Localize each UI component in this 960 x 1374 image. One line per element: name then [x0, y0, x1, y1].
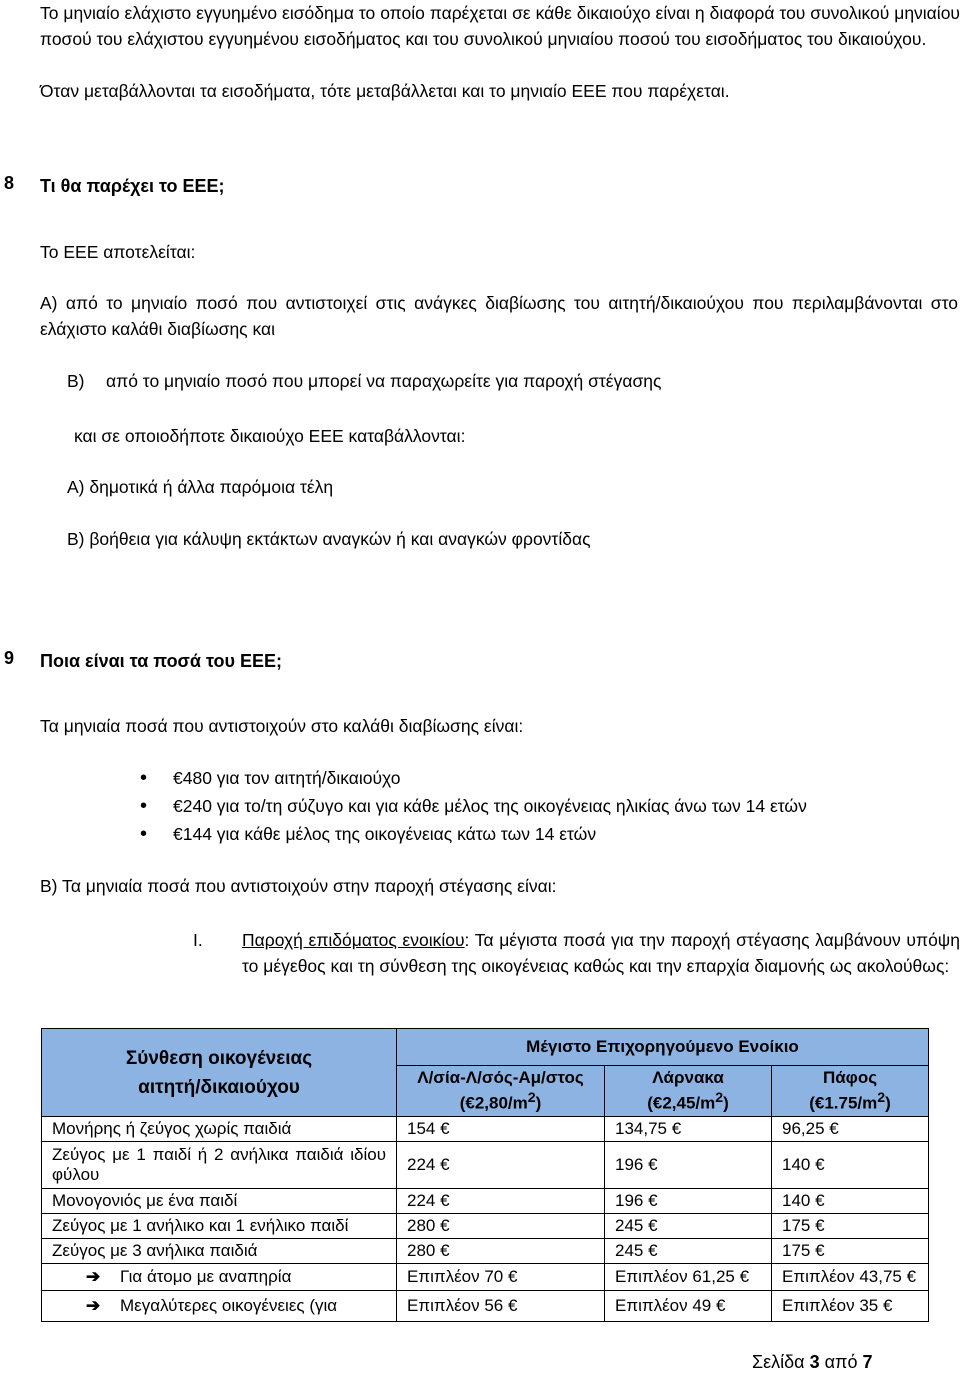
of-word: από	[824, 1352, 858, 1372]
rate-close: )	[885, 1093, 891, 1113]
list-item: • €240 για το/τη σύζυγο και για κάθε μέλος της οικογένειας ηλικίας άνω των 14 ετών	[140, 792, 807, 820]
table-row	[42, 1189, 929, 1214]
cell-value: 154 €	[397, 1117, 605, 1142]
row-label: Ζεύγος με 1 ανήλικο και 1 ενήλικο παιδί	[42, 1214, 397, 1239]
cell-value: Επιπλέον 56 €	[397, 1291, 605, 1322]
housing-lead: Β) Τα μηνιαία ποσά που αντιστοιχούν στην παροχή στέγασης είναι:	[40, 876, 557, 896]
row-label: ➔ Για άτομο με αναπηρία	[42, 1264, 397, 1291]
col-rate: (€1.75/m	[809, 1093, 878, 1113]
sup: 2	[527, 1090, 536, 1107]
intro-paragraph: Το μηνιαίο ελάχιστο εγγυημένο εισόδημα το οποίο παρέχεται σε κάθε δικαιούχο είναι η διαφορά του συνολικού μηνιαίου ποσού του ελάχιστου εγγυημένου εισοδήματος και του συνολικού μηνιαίου ποσού του εισοδήματος του δικαιούχου.	[40, 3, 960, 49]
paid-item-a: Α) δημοτικά ή άλλα παρόμοια τέλη	[67, 477, 334, 497]
rent-table	[41, 1028, 929, 1322]
header-line: Σύνθεση οικογένειας	[125, 1047, 313, 1069]
table-row	[42, 1142, 929, 1189]
cell-value: 96,25 €	[772, 1117, 929, 1142]
cell-value: 175 €	[772, 1239, 929, 1264]
sup: 2	[715, 1090, 724, 1107]
table-row	[42, 1117, 929, 1142]
col-name: Λάρνακα	[652, 1068, 724, 1088]
list-item: • €144 για κάθε μέλος της οικογένειας κάτω των 14 ετών	[140, 820, 807, 848]
roman-numeral: I.	[193, 930, 203, 950]
row-label: ➔ Μεγαλύτερες οικογένειες (για	[42, 1291, 397, 1322]
cell-value: 245 €	[605, 1239, 772, 1264]
cell-value: 224 €	[397, 1142, 605, 1189]
cell-value: 140 €	[772, 1142, 929, 1189]
table-row	[42, 1264, 929, 1291]
page-number	[752, 1352, 873, 1373]
cell-value: Επιπλέον 70 €	[397, 1264, 605, 1291]
page-word: Σελίδα	[752, 1352, 805, 1372]
section-item-b-marker: Β)	[67, 371, 85, 391]
row-label: Μονήρης ή ζεύγος χωρίς παιδιά	[42, 1117, 397, 1142]
section-title: Τι θα παρέχει το ΕΕΕ;	[40, 176, 225, 196]
section-title: Ποια είναι τα ποσά του ΕΕΕ;	[40, 651, 282, 671]
section-item-b: από το μηνιαίο ποσό που μπορεί να παραχωρείτε για παροχή στέγασης	[106, 371, 662, 391]
row-label: Ζεύγος με 1 παιδί ή 2 ανήλικα παιδιά ιδίου φύλου	[42, 1142, 397, 1189]
row-label: Μονογονιός με ένα παιδί	[42, 1189, 397, 1214]
total-pages: 7	[862, 1352, 873, 1372]
row-label: Ζεύγος με 3 ανήλικα παιδιά	[42, 1239, 397, 1264]
list-item: • €480 για τον αιτητή/δικαιούχο	[140, 764, 807, 792]
rate-close: )	[535, 1093, 542, 1113]
cell-value: 196 €	[605, 1142, 772, 1189]
table-header-col	[605, 1066, 772, 1117]
cell-value: 175 €	[772, 1214, 929, 1239]
section-item-a: Α) από το μηνιαίο ποσό που αντιστοιχεί στις ανάγκες διαβίωσης του αιτητή/δικαιούχου που περιλαμβάνονται στο ελάχιστο καλάθι διαβίωσης και	[40, 293, 958, 339]
current-page: 3	[809, 1352, 820, 1372]
cell-value: 224 €	[397, 1189, 605, 1214]
cell-value: Επιπλέον 35 €	[772, 1291, 929, 1322]
col-rate: (€2,45/m	[647, 1093, 716, 1113]
cell-value: 196 €	[605, 1189, 772, 1214]
col-name: Πάφος	[822, 1068, 878, 1088]
col-name: Λ/σία-Λ/σός-Αμ/στος	[417, 1068, 584, 1088]
cell-value: Επιπλέον 61,25 €	[605, 1264, 772, 1291]
paid-item-b: Β) βοήθεια για κάλυψη εκτάκτων αναγκών ή και αναγκών φροντίδας	[67, 529, 591, 549]
table-row	[42, 1239, 929, 1264]
table-header-composition	[42, 1029, 397, 1117]
cell-value: Επιπλέον 43,75 €	[772, 1264, 929, 1291]
cell-value: 280 €	[397, 1214, 605, 1239]
sup: 2	[877, 1090, 886, 1107]
header-line: αιτητή/δικαιούχου	[138, 1076, 300, 1098]
cell-value: Επιπλέον 49 €	[605, 1291, 772, 1322]
table-header-col	[397, 1066, 605, 1117]
intro-paragraph-2: Όταν μεταβάλλονται τα εισοδήματα, τότε μεταβάλλεται και το μηνιαίο ΕΕΕ που παρέχεται.	[40, 81, 730, 101]
table-row	[42, 1214, 929, 1239]
section-lead: Τα μηνιαία ποσά που αντιστοιχούν στο καλάθι διαβίωσης είναι:	[40, 716, 524, 736]
arrow-icon: ➔	[86, 1267, 101, 1286]
section-number: 9	[4, 648, 15, 668]
rent-text: : Τα μέγιστα ποσά για την παροχή στέγασης λαμβάνουν υπόψη το μέγεθος και τη σύνθεση της οικογένειας καθώς και την επαρχία διαμονής ως ακολούθως:	[242, 930, 960, 976]
paid-lead: και σε οποιοδήποτε δικαιούχο ΕΕΕ καταβάλλονται:	[74, 426, 466, 446]
rent-link[interactable]: Παροχή επιδόματος ενοικίου	[242, 930, 465, 950]
table-row	[42, 1291, 929, 1322]
rent-paragraph	[242, 927, 960, 979]
amount-list	[140, 764, 807, 848]
cell-value: 280 €	[397, 1239, 605, 1264]
section-lead: Το ΕΕΕ αποτελείται:	[40, 242, 196, 262]
table-header-col	[772, 1066, 929, 1117]
col-rate: (€2,80/m	[459, 1093, 528, 1113]
section-number: 8	[4, 173, 15, 193]
rate-close: )	[723, 1093, 729, 1113]
cell-value: 140 €	[772, 1189, 929, 1214]
cell-value: 134,75 €	[605, 1117, 772, 1142]
table-header-max-rent: Μέγιστο Επιχορηγούμενο Ενοίκιο	[397, 1029, 929, 1066]
arrow-icon: ➔	[86, 1296, 101, 1315]
cell-value: 245 €	[605, 1214, 772, 1239]
